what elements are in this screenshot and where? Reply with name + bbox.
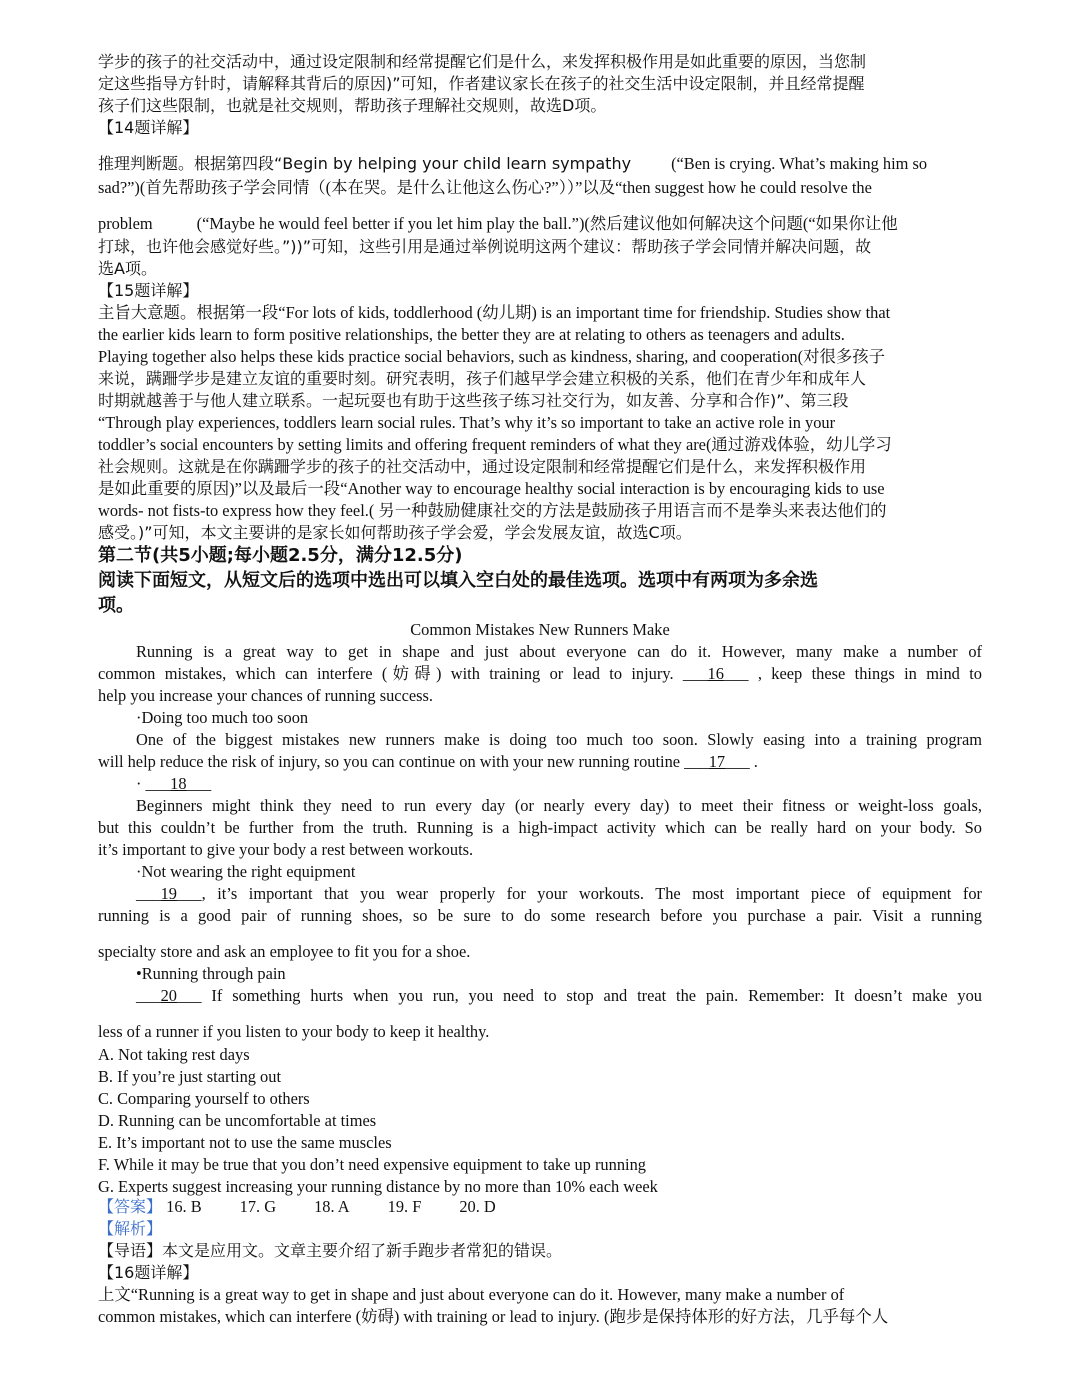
answer-line bbox=[98, 1196, 496, 1218]
answer-item: 17. G bbox=[239, 1197, 277, 1216]
q15-line: 主旨大意题。根据第一段“For lots of kids, toddlerhood (幼儿期) is an important time for friendship. Studies show that bbox=[98, 303, 891, 322]
option-g: G. Experts suggest increasing your running distance by no more than 10% each week bbox=[98, 1177, 658, 1196]
passage-text: common mistakes, which can interfere (妨碍) with training or lead to injury. ___ bbox=[98, 664, 708, 683]
passage-subheading: ·Doing too much too soon bbox=[136, 708, 309, 727]
passage-line: less of a runner if you listen to your body to keep it healthy. bbox=[98, 1022, 490, 1041]
option-e: E. It’s important not to use the same muscles bbox=[98, 1133, 392, 1152]
passage-line: help you increase your chances of running success. bbox=[98, 686, 433, 705]
passage-title: Common Mistakes New Runners Make bbox=[410, 620, 670, 639]
blank-17: 17 bbox=[708, 752, 726, 771]
passage-text: will help reduce the risk of injury, so you can continue on with your new running routine ___ bbox=[98, 752, 709, 771]
answer-label: 【答案】 bbox=[98, 1197, 163, 1216]
passage-text: ___ bbox=[136, 884, 161, 903]
q14-line bbox=[98, 153, 927, 175]
section-instruction: 阅读下面短文，从短文后的选项中选出可以填入空白处的最佳选项。选项中有两项为多余选 bbox=[98, 570, 818, 591]
option-f: F. While it may be true that you don’t need expensive equipment to take up running bbox=[98, 1155, 646, 1174]
q14-text: 推理判断题。根据第四段“Begin by helping your child learn sympathy bbox=[98, 154, 632, 173]
q15-line: Playing together also helps these kids practice social behaviors, such as kindness, sharing, and cooperation(对很多孩子 bbox=[98, 347, 886, 366]
passage-line: it’s important to give your body a rest between workouts. bbox=[98, 840, 474, 859]
option-c: C. Comparing yourself to others bbox=[98, 1089, 310, 1108]
blank-19: 19 bbox=[160, 884, 177, 903]
option-b: B. If you’re just starting out bbox=[98, 1067, 282, 1086]
passage-text: ___ If something hurts when you run, you need to stop and treat the pain. Remember: It doesn’t make you bbox=[176, 986, 982, 1005]
passage-line: One of the biggest mistakes new runners make is doing too much too soon. Slowly easing into a training program bbox=[136, 730, 982, 749]
q15-header: 【15题详解】 bbox=[98, 281, 199, 300]
q14-text: (“Ben is crying. What’s making him so bbox=[671, 154, 928, 173]
q15-line: words- not fists-to express how they feel.( 另一种鼓励健康社交的方法是鼓励孩子用语言而不是拳头来表达他们的 bbox=[98, 501, 887, 520]
q16-line: common mistakes, which can interfere (妨碍) with training or lead to injury. (跑步是保持体形的好方法，几乎每个人 bbox=[98, 1307, 889, 1326]
passage-text: · ___ bbox=[136, 774, 171, 793]
analysis-label: 【解析】 bbox=[98, 1219, 163, 1238]
passage-text: ___ . bbox=[725, 752, 758, 771]
passage-line: but this couldn’t be further from the truth. Running is a high-impact activity which can be really hard on your body. So bbox=[98, 818, 982, 837]
q15-line: toddler’s social encounters by setting limits and offering frequent reminders of what they are(通过游戏体验，幼儿学习 bbox=[98, 435, 892, 454]
q14-text: problem bbox=[98, 214, 153, 233]
q15-line: 是如此重要的原因)”以及最后一段“Another way to encourage healthy social interaction is by encouraging kids to use bbox=[98, 479, 885, 498]
passage-line bbox=[136, 883, 982, 905]
passage-line: Running is a great way to get in shape and just about everyone can do it. However, many make a number of bbox=[136, 642, 982, 661]
q14-header: 【14题详解】 bbox=[98, 118, 199, 137]
q13-tail-line: 孩子们这些限制，也就是社交规则，帮助孩子理解社交规则，故选D项。 bbox=[98, 96, 607, 115]
section-instruction: 项。 bbox=[98, 595, 134, 616]
passage-subheading: •Running through pain bbox=[136, 964, 286, 983]
q15-line: the earlier kids learn to form positive relationships, the better they are at relating to others as teenagers and adults. bbox=[98, 325, 845, 344]
q14-line: sad?”)(首先帮助孩子学会同情（(本在哭。是什么让他这么伤心?”））”以及“then suggest how he could resolve the bbox=[98, 178, 872, 197]
passage-line bbox=[98, 663, 982, 685]
q14-line: 选A项。 bbox=[98, 259, 157, 278]
q13-tail-line: 学步的孩子的社交活动中，通过设定限制和经常提醒它们是什么，来发挥积极作用是如此重要的原因，当您制 bbox=[98, 52, 867, 71]
blank-20: 20 bbox=[160, 986, 177, 1005]
passage-line bbox=[136, 985, 982, 1007]
passage-subheading: ·Not wearing the right equipment bbox=[136, 862, 356, 881]
q14-line: 打球，也许他会感觉好些。”))”可知，这些引用是通过举例说明这两个建议：帮助孩子学会同情并解决问题，故 bbox=[98, 237, 872, 256]
option-d: D. Running can be uncomfortable at times bbox=[98, 1111, 377, 1130]
q15-line: 来说，蹒跚学步是建立友谊的重要时刻。研究表明，孩子们越早学会建立积极的关系，他们在青少年和成年人 bbox=[98, 369, 867, 388]
q16-line: 上文“Running is a great way to get in shape and just about everyone can do it. However, many make a number of bbox=[98, 1285, 845, 1304]
q15-line: 时期就越善于与他人建立联系。一起玩耍也有助于这些孩子练习社交行为，如友善、分享和合作)”、第三段 bbox=[98, 391, 849, 410]
passage-subheading bbox=[136, 773, 211, 795]
q15-line: “Through play experiences, toddlers learn social rules. That’s why it’s so important to take an active role in your bbox=[98, 413, 836, 432]
q14-line bbox=[98, 213, 898, 235]
section-heading: 第二节(共5小题;每小题2.5分，满分12.5分) bbox=[98, 545, 463, 566]
passage-line bbox=[98, 751, 758, 773]
blank-16: 16 bbox=[707, 664, 724, 683]
passage-line: Beginners might think they need to run every day (or nearly every day) to meet their fitness or weight-loss goals, bbox=[136, 796, 982, 815]
analysis-intro: 【导语】本文是应用文。文章主要介绍了新手跑步者常犯的错误。 bbox=[98, 1241, 563, 1260]
passage-text: ___, it’s important that you wear properly for your workouts. The most important piece of equipment for bbox=[176, 884, 982, 903]
answer-item: 19. F bbox=[387, 1197, 422, 1216]
q13-tail-line: 定这些指导方针时，请解释其背后的原因)”可知，作者建议家长在孩子的社交生活中设定限制，并且经常提醒 bbox=[98, 74, 865, 93]
passage-text: ___ bbox=[136, 986, 161, 1005]
passage-text: ___ bbox=[186, 774, 212, 793]
q15-line: 感受。)”可知，本文主要讲的是家长如何帮助孩子学会爱，学会发展友谊，故选C项。 bbox=[98, 523, 692, 542]
passage-line: specialty store and ask an employee to fit you for a shoe. bbox=[98, 942, 471, 961]
passage-line: running is a good pair of running shoes, so be sure to do some research before you purchase a pair. Visit a running bbox=[98, 906, 982, 925]
passage-text: ___ , keep these things in mind to bbox=[723, 664, 982, 683]
q14-text: (“Maybe he would feel better if you let him play the ball.”)(然后建议他如何解决这个问题(“如果你让他 bbox=[196, 214, 898, 233]
q16-header: 【16题详解】 bbox=[98, 1263, 199, 1282]
answer-item: 16. B bbox=[166, 1197, 202, 1216]
answer-item: 20. D bbox=[459, 1197, 496, 1216]
blank-18: 18 bbox=[170, 774, 187, 793]
q15-line: 社会规则。这就是在你蹒跚学步的孩子的社交活动中，通过设定限制和经常提醒它们是什么，来发挥积极作用 bbox=[98, 457, 867, 476]
answer-item: 18. A bbox=[314, 1197, 350, 1216]
option-a: A. Not taking rest days bbox=[98, 1045, 250, 1064]
